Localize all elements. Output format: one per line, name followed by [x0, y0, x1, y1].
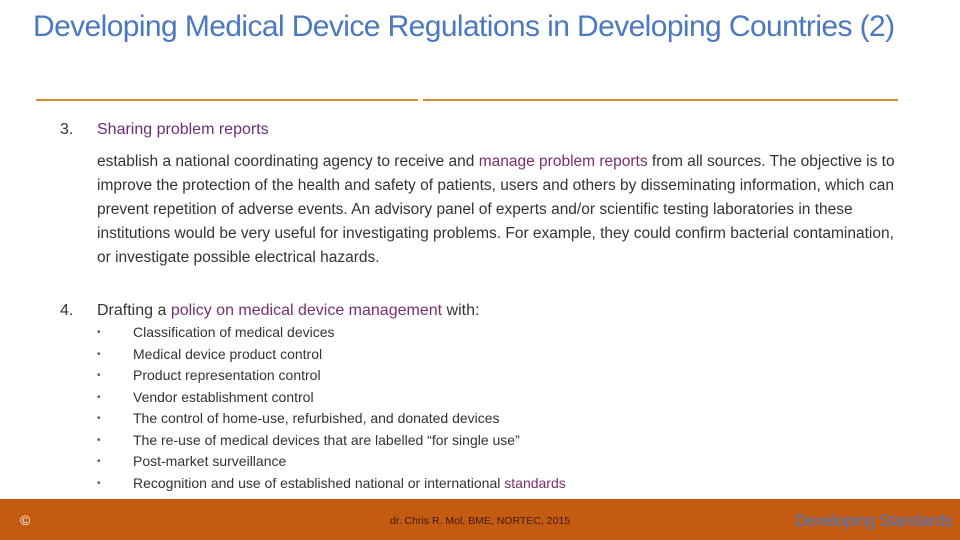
list-item-text: Medical device product control [133, 345, 323, 362]
list-item [97, 451, 566, 473]
list-item-text: Post-market surveillance [133, 453, 287, 469]
brand-logo-text: Developing Standards [794, 511, 952, 530]
policy-bullet-list [97, 322, 566, 494]
footer-credit: dr. Chris R. Mol, BME, NORTEC, 2015 [389, 515, 571, 527]
list-item-text: Vendor establishment control [133, 388, 314, 405]
list-item-text: The control of home-use, refurbished, and donated devices [133, 410, 500, 426]
slide-title: Developing Medical Device Regulations in Developing Countries (2) [33, 10, 895, 43]
title-divider-left [36, 99, 418, 101]
bullet-icon: • [97, 370, 101, 381]
bullet-icon: • [97, 327, 101, 338]
footer-bar [0, 499, 960, 540]
list-item [97, 322, 566, 344]
list-item [97, 408, 566, 430]
bullet-icon: • [97, 456, 101, 467]
bullet-icon: • [97, 391, 101, 403]
item-3-header [60, 120, 900, 140]
standards-keyword: standards [504, 474, 566, 491]
bullet-icon: • [97, 413, 101, 424]
item-4-lead: Drafting a [97, 302, 171, 319]
list-item [97, 365, 566, 387]
item-4-tail: with: [442, 302, 480, 319]
item-4 [60, 301, 900, 321]
item-3-body [97, 150, 897, 270]
list-item-text-start: Recognition and use of established national or international [133, 474, 505, 491]
item-4-highlight: policy on medical device management [170, 302, 443, 319]
item-4-number: 4. [60, 302, 74, 319]
list-item-text [133, 473, 566, 495]
bullet-icon: • [97, 348, 101, 360]
item-3-body-end: from all sources. The objective is to improve the protection of the health and safety of patients, users and others by disseminating information, which can prevent repetition of adverse events. An advisory panel of experts and/or scientific testing laboratories in these institutions would be very useful for investigating problems. For example, they could confirm bacterial contamination, or investigate possible electrical hazards. [97, 153, 895, 266]
item-3-number: 3. [60, 121, 74, 138]
item-3-body-start: establish a national coordinating agency to receive and [97, 153, 479, 170]
list-item [97, 387, 566, 409]
list-item [97, 473, 566, 495]
item-4-header [60, 301, 900, 321]
copyright-icon: © [20, 512, 31, 528]
item-3-body-highlight: manage problem reports [478, 153, 648, 170]
title-divider-right [423, 99, 898, 101]
list-item-text: Classification of medical devices [133, 324, 335, 340]
item-3 [60, 120, 900, 140]
list-item [97, 430, 566, 452]
list-item-text: The re-use of medical devices that are labelled “for single use” [133, 431, 520, 448]
list-item-text: Product representation control [133, 367, 321, 383]
item-4-heading [97, 301, 479, 321]
bullet-icon: • [97, 434, 101, 446]
item-3-heading: Sharing problem reports [97, 121, 269, 138]
bullet-icon: • [97, 477, 101, 489]
list-item [97, 344, 566, 366]
